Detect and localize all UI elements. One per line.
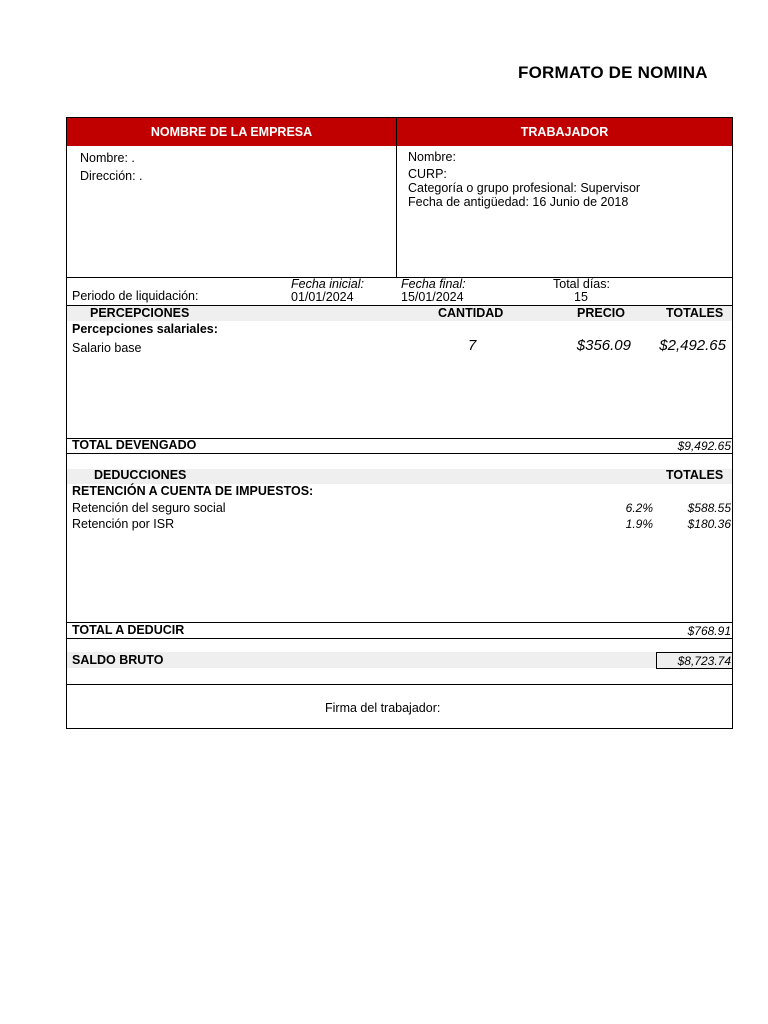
balance-label: SALDO BRUTO <box>72 653 164 667</box>
deduction-item-total: $588.55 <box>687 501 731 515</box>
period-start-label: Fecha inicial: <box>291 277 364 291</box>
deduction-item-label: Retención del seguro social <box>72 501 226 515</box>
perception-item-label: Salario base <box>72 341 142 355</box>
perceptions-section-label: Percepciones salariales: <box>72 322 218 336</box>
deductions-totals-header: TOTALES <box>666 468 724 482</box>
perceptions-header: PERCEPCIONES <box>90 306 190 320</box>
company-name: Nombre: . <box>80 151 135 165</box>
period-start-value: 01/01/2024 <box>291 290 354 304</box>
worker-header: TRABAJADOR <box>397 118 732 146</box>
period-label: Periodo de liquidación: <box>72 289 199 303</box>
perception-item-price: $356.09 <box>576 337 631 354</box>
worker-name: Nombre: <box>408 150 456 164</box>
deductions-section-label: RETENCIÓN A CUENTA DE IMPUESTOS: <box>72 484 314 498</box>
divider <box>67 684 732 685</box>
total-earned-label: TOTAL DEVENGADO <box>72 438 197 452</box>
divider <box>67 277 732 278</box>
worker-seniority: Fecha de antigüedad: 16 Junio de 2018 <box>408 195 629 209</box>
perceptions-totals-header: TOTALES <box>666 306 724 320</box>
deduction-item-rate: 1.9% <box>625 517 653 531</box>
signature-label: Firma del trabajador: <box>325 701 441 715</box>
divider <box>67 638 732 639</box>
period-end-label: Fecha final: <box>401 277 466 291</box>
header-divider <box>396 118 397 277</box>
balance-value: $8,723.74 <box>677 654 731 668</box>
deduction-item-rate: 6.2% <box>625 501 653 515</box>
total-deducted-label: TOTAL A DEDUCIR <box>72 623 185 637</box>
deduction-item-total: $180.36 <box>687 517 731 531</box>
price-header: PRECIO <box>577 306 625 320</box>
perception-item-qty: 7 <box>468 337 477 354</box>
total-earned-value: $9,492.65 <box>677 439 731 453</box>
qty-header: CANTIDAD <box>438 306 504 320</box>
divider <box>67 453 732 454</box>
document-title: FORMATO DE NOMINA <box>518 63 708 82</box>
company-address: Dirección: . <box>80 169 143 183</box>
worker-category: Categoría o grupo profesional: Supervisor <box>408 181 641 195</box>
company-header: NOMBRE DE LA EMPRESA <box>67 118 396 146</box>
worker-curp: CURP: <box>408 167 447 181</box>
deduction-item-label: Retención por ISR <box>72 517 175 531</box>
period-days-value: 15 <box>574 290 588 304</box>
total-deducted-value: $768.91 <box>687 624 731 638</box>
deductions-header: DEDUCCIONES <box>94 468 187 482</box>
balance-band <box>67 652 732 668</box>
period-days-label: Total días: <box>553 277 610 291</box>
period-end-value: 15/01/2024 <box>401 290 464 304</box>
payroll-form <box>66 117 733 729</box>
perception-item-total: $2,492.65 <box>659 337 726 354</box>
